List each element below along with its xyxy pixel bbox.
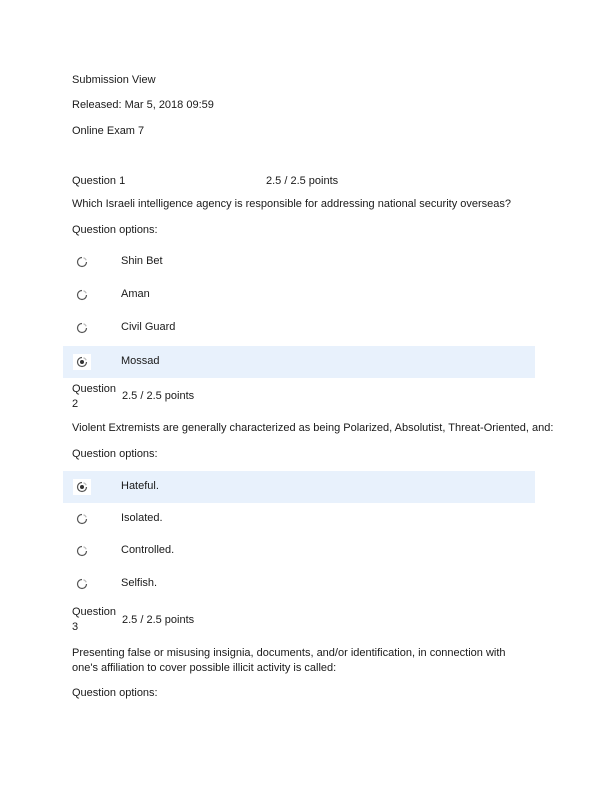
- question-2-option-1[interactable]: [63, 471, 535, 503]
- option-label: Hateful.: [121, 480, 159, 492]
- question-1-options-label: Question options:: [72, 224, 158, 236]
- option-label: Controlled.: [121, 544, 175, 556]
- radio-selected-icon[interactable]: [73, 354, 91, 370]
- question-1-option-3[interactable]: [63, 312, 535, 344]
- exam-name: Online Exam 7: [72, 125, 145, 137]
- question-1-option-2[interactable]: [63, 279, 535, 311]
- radio-unselected-icon[interactable]: [73, 287, 91, 303]
- question-2-option-4[interactable]: [63, 568, 535, 600]
- question-2-number: Question 2: [72, 383, 117, 410]
- question-2-text: Violent Extremists are generally characterized as being Polarized, Absolutist, Threat-Oriented, and:: [72, 422, 554, 434]
- question-3-text: Presenting false or misusing insignia, documents, and/or identification, in connection with one's affiliation to cover possible illicit activity is called:: [72, 647, 506, 674]
- view-title: Submission View: [72, 74, 156, 86]
- option-label: Shin Bet: [121, 255, 163, 267]
- question-1-text: Which Israeli intelligence agency is responsible for addressing national security overseas?: [72, 198, 512, 210]
- question-2-option-2[interactable]: [63, 503, 535, 535]
- option-label: Mossad: [121, 355, 160, 367]
- radio-unselected-icon[interactable]: [73, 543, 91, 559]
- released-date: Released: Mar 5, 2018 09:59: [72, 99, 214, 111]
- question-1-option-4[interactable]: [63, 346, 535, 378]
- option-label: Civil Guard: [121, 321, 176, 333]
- radio-unselected-icon[interactable]: [73, 576, 91, 592]
- option-label: Aman: [121, 288, 150, 300]
- radio-unselected-icon[interactable]: [73, 320, 91, 336]
- question-2-options-label: Question options:: [72, 448, 158, 460]
- option-label: Selfish.: [121, 577, 158, 589]
- question-2-score: 2.5 / 2.5 points: [122, 390, 195, 402]
- radio-selected-icon[interactable]: [73, 479, 91, 495]
- radio-unselected-icon[interactable]: [73, 254, 91, 270]
- question-1-score: 2.5 / 2.5 points: [266, 175, 339, 187]
- question-3-options-label: Question options:: [72, 687, 158, 699]
- question-1-option-1[interactable]: [63, 246, 535, 278]
- radio-unselected-icon[interactable]: [73, 511, 91, 527]
- option-label: Isolated.: [121, 512, 163, 524]
- question-1-number: Question 1: [72, 175, 126, 187]
- question-3-number: Question 3: [72, 606, 117, 633]
- question-2-option-3[interactable]: [63, 535, 535, 567]
- question-3-score: 2.5 / 2.5 points: [122, 614, 195, 626]
